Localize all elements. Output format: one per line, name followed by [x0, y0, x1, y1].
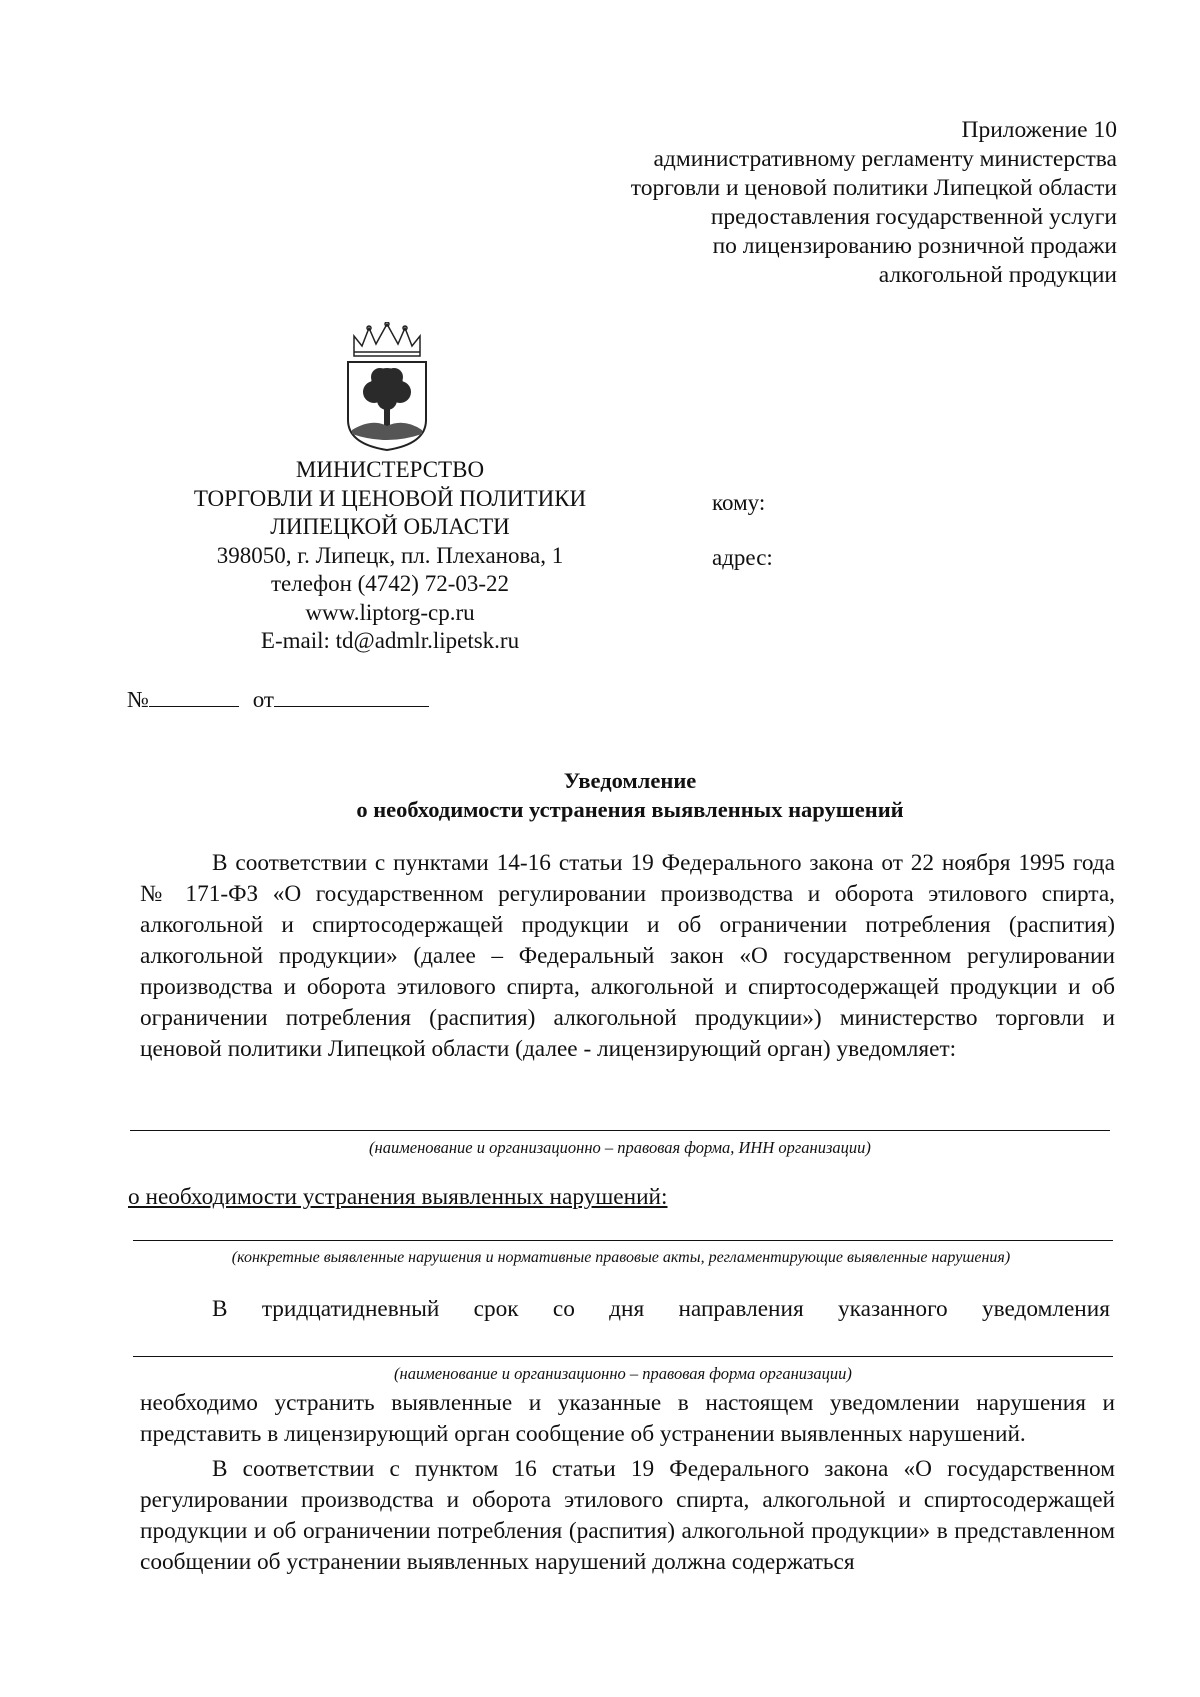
recipient-to-label: кому: — [712, 490, 766, 515]
appendix-line: Приложение 10 — [961, 117, 1117, 143]
appendix-line: торговли и ценовой политики Липецкой области — [630, 175, 1117, 201]
document-title: Уведомление — [563, 768, 697, 793]
document-subtitle: о необходимости устранения выявленных нарушений — [356, 797, 904, 822]
date-label: от — [252, 687, 274, 712]
deadline-word: В — [212, 1296, 228, 1322]
ministry-line: ТОРГОВЛИ И ЦЕНОВОЙ ПОЛИТИКИ — [193, 485, 587, 511]
violations-blank-line — [133, 1240, 1113, 1241]
document-number-line — [127, 686, 429, 713]
deadline-word: направления — [678, 1296, 804, 1322]
appendix-line: предоставления государственной услуги — [710, 204, 1117, 230]
deadline-line — [140, 1296, 1110, 1323]
deadline-word: указанного — [837, 1296, 948, 1322]
number-label: № — [127, 687, 149, 712]
violations-heading: о необходимости устранения выявленных нарушений: — [128, 1184, 668, 1210]
body-paragraph-1: В соответствии с пунктами 14-16 статьи 19 Федерального закона от 22 ноября 1995 года № 171-ФЗ «О государственном регулировании производства и оборота этилового спирта, алкогольной и спиртосодержащей продукции и об ограничении потребления (распития) алкогольной продукции» (далее – Федеральный закон «О государственном регулировании производства и оборота этилового спирта, алкогольной и спиртосодержащей продукции и об ограничении потребления (распития) алкогольной продукции») министерство торговли и ценовой политики Липецкой области (далее - лицензирующий орган) уведомляет: — [140, 850, 1115, 1062]
date-blank — [274, 686, 429, 707]
organization-name-caption: (наименование и организационно – правовая форма организации) — [394, 1364, 852, 1383]
deadline-word: тридцатидневный — [261, 1296, 440, 1322]
ministry-line: ЛИПЕЦКОЙ ОБЛАСТИ — [270, 514, 510, 539]
number-blank — [149, 686, 239, 707]
deadline-word: срок — [473, 1296, 519, 1322]
ministry-block — [150, 456, 630, 656]
ministry-website: www.liptorg-cp.ru — [305, 599, 475, 625]
lipetsk-coat-of-arms-icon — [342, 322, 432, 452]
ministry-email: E-mail: td@admlr.lipetsk.ru — [260, 628, 520, 653]
appendix-line: административному регламенту министерства — [653, 146, 1117, 172]
appendix-line: алкогольной продукции — [878, 262, 1117, 288]
organization-caption: (наименование и организационно – правовая форма, ИНН организации) — [369, 1138, 871, 1157]
appendix-line: по лицензированию розничной продажи — [712, 233, 1117, 259]
organization-blank-line — [130, 1130, 1110, 1131]
deadline-word: дня — [609, 1296, 645, 1322]
appendix-header — [417, 116, 1117, 290]
recipient-address-label: адрес: — [712, 545, 773, 570]
deadline-word: уведомления — [981, 1296, 1110, 1322]
ministry-address: 398050, г. Липецк, пл. Плеханова, 1 — [216, 542, 564, 568]
body-paragraph-3: В соответствии с пунктом 16 статьи 19 Федерального закона «О государственном регулировании производства и оборота этилового спирта, алкогольной и спиртосодержащей продукции и об ограничении потребления (распития) алкогольной продукции» в представленном сообщении об устранении выявленных нарушений должна содержаться — [140, 1456, 1115, 1575]
ministry-line: МИНИСТЕРСТВО — [295, 457, 485, 482]
ministry-phone: телефон (4742) 72-03-22 — [270, 571, 510, 596]
deadline-word: со — [552, 1296, 575, 1322]
body-paragraph-2: необходимо устранить выявленные и указанные в настоящем уведомлении нарушения и представить в лицензирующий орган сообщение об устранении выявленных нарушений. — [140, 1390, 1115, 1447]
organization-name-blank-line — [133, 1356, 1113, 1357]
violations-caption: (конкретные выявленные нарушения и нормативные правовые акты, регламентирующие выявленные нарушения) — [231, 1249, 1011, 1266]
